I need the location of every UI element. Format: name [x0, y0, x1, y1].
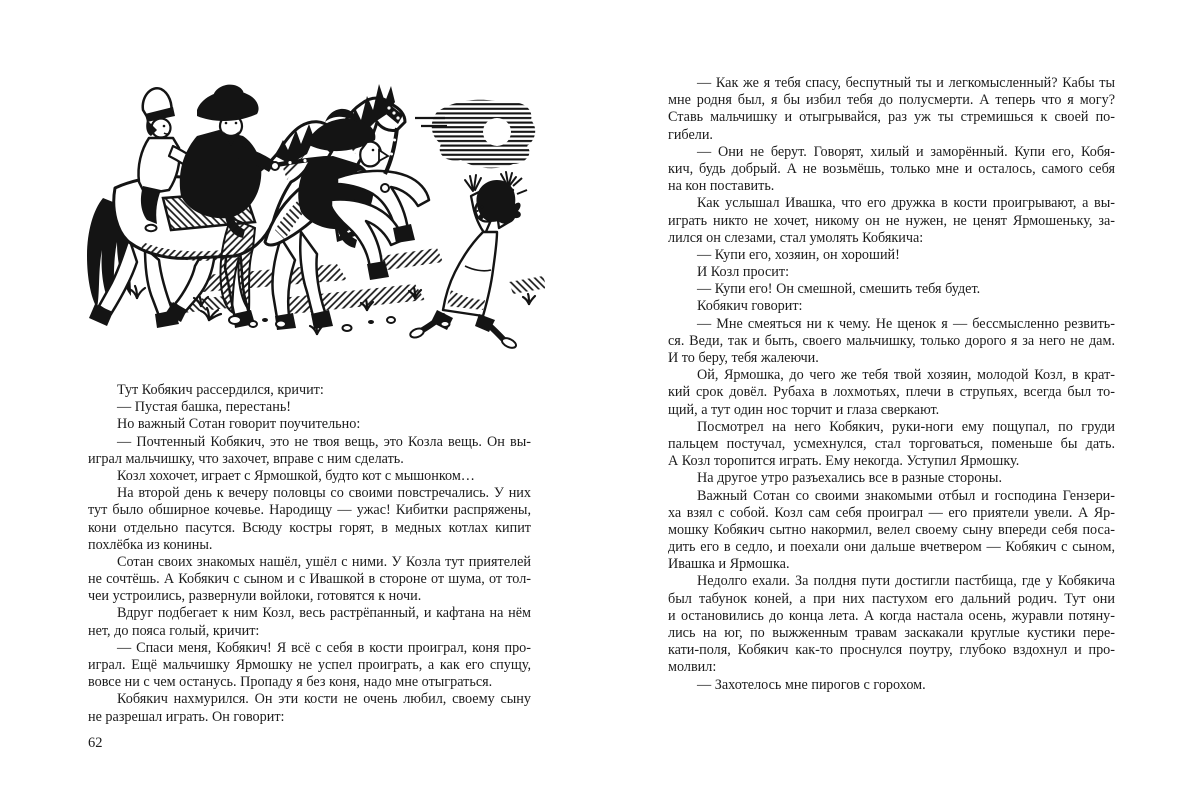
- text-line: был табунок коней, а при них пастухом его дальний родич. Тут они: [668, 590, 1115, 607]
- text-line: и остановились до конца лета. А когда настала осень, журавли потяну-: [668, 607, 1115, 624]
- rider-man-hat: [197, 91, 259, 121]
- text-line: дить его в седло, и поехали они дальше вчетвером — Кобякич с сыном,: [668, 539, 1115, 556]
- rider-man-hand: [271, 162, 279, 170]
- text-line: ся. Веди, так и быть, своего мальчишку, только дорого я за него не дам.: [668, 332, 1115, 349]
- text-line: На другое утро разъехались все в разные стороны.: [697, 470, 1003, 487]
- text-line: вовсе ни с чем останусь. Пропаду я без коня, надо мне отыграться.: [88, 674, 493, 691]
- text-line: играл мальчишку, что захочет, вправе с ним сделать.: [88, 450, 404, 467]
- text-line: Ивашка и Ярмошка.: [668, 556, 790, 573]
- rider-black-hand: [381, 184, 389, 192]
- text-line: щий, а тут один нос торчит и глаза сверкают.: [668, 401, 940, 418]
- text-line: Кобякич нахмурился. Он эти кости не очень любил, своему сыну: [117, 691, 531, 708]
- page-number: 62: [88, 735, 103, 751]
- text-line: похлёбка из конины.: [88, 536, 213, 553]
- text-line: — Захотелось мне пирогов с горохом.: [697, 676, 926, 693]
- text-line: И то беру, тебя жалеючи.: [668, 350, 819, 366]
- text-line: пальцем постучал, усмехнулся, стал торговаться, поменьше бы дать.: [668, 435, 1115, 452]
- text-line: На второй день к вечеру половцы со своими повстречались. У них: [117, 485, 531, 502]
- text-line: Кобякич говорит:: [697, 298, 803, 315]
- text-line: нет, до пояса голый, кричит:: [88, 622, 260, 639]
- text-line: ха взял с собой. Козл сам себя проиграл — его приятели увели. А Яр-: [668, 504, 1115, 521]
- text-line: — Почтенный Кобякич, это не твоя вещь, это Козла вещь. Он вы-: [117, 433, 531, 450]
- rein-2: [385, 128, 397, 174]
- text-line: Тут Кобякич рассердился, кричит:: [117, 382, 324, 398]
- text-line: не сочтёшь. А Кобякич с сыном и с Ивашкой в стороне от шума, от тол-: [88, 571, 531, 588]
- text-line: играть никто не хочет, никому он не нужен, не ценят Ярмошеньку, за-: [668, 212, 1115, 229]
- text-line: Важный Сотан со своими знакомыми отбыл и господина Гензери-: [697, 487, 1115, 504]
- text-line: мошку Кобякич сытно накормил, велел своему сыну впереди себя поса-: [668, 521, 1115, 538]
- text-line: кий срок довёл. Рубаха в лохмотьях, плечи в струпьях, всегда был то-: [668, 384, 1115, 401]
- text-line: Ставь мальчишку и отыгрывайся, раз уж ты стремишься к своей по-: [668, 109, 1115, 126]
- rider-profile-face: [360, 142, 381, 167]
- text-line: не разрешал играть. Он говорит:: [88, 708, 285, 725]
- text-line: Сотан своих знакомых нашёл, ушёл с ними. У Козла тут приятелей: [117, 553, 531, 570]
- text-line: — Как же я тебя спасу, беспутный ты и легкомысленный? Кабы ты: [697, 75, 1115, 91]
- text-line: гибели.: [668, 126, 713, 143]
- text-line: Но важный Сотан говорит поучительно:: [117, 416, 361, 433]
- text-line: Посмотрел на него Кобякич, руки-ноги ему пощупал, по груди: [697, 418, 1115, 435]
- text-line: — Купи его, хозяин, он хороший!: [697, 246, 900, 263]
- text-line: кати-поля, Кобякич как-то проснулся поутру, глубоко вздохнул и про-: [668, 642, 1115, 659]
- text-line: лись на юг, по выжженным травам заскакали круглые кустики пере-: [668, 625, 1115, 641]
- text-line: — Мне смеяться ни к чему. Не щенок я — бессмысленно резвить-: [697, 315, 1115, 332]
- text-line: Как услышал Ивашка, что его дружка в кости проигрывают, а вы-: [697, 195, 1115, 212]
- text-line: мне родня был, я бы избил тебя до полусмерти. А теперь что я могу?: [668, 92, 1115, 109]
- text-line: Козл хохочет, играет с Ярмошкой, будто кот с мышонком…: [117, 467, 475, 484]
- text-line: на кон поставить.: [668, 178, 775, 195]
- text-line: играл. Ещё мальчишку Ярмошку не успел проиграть, а как его спущу,: [88, 657, 531, 673]
- woodcut-illustration: [85, 70, 545, 370]
- text-line: Ой, Ярмошка, до чего же тебя твой хозяин, молодой Козл, в крат-: [697, 367, 1115, 384]
- text-line: чеи устроились, развернули войлоки, готовятся к ночи.: [88, 588, 422, 605]
- text-line: — Купи его! Он смешной, смешить тебя будет.: [697, 281, 981, 298]
- text-line: — Они не берут. Говорят, хилый и заморённый. Купи его, Кобя-: [697, 143, 1115, 160]
- illustration: [85, 70, 545, 370]
- text-line: Недолго ехали. За полдня пути достигли пастбища, где у Кобякича: [697, 573, 1115, 590]
- text-line: — Пустая башка, перестань!: [117, 399, 292, 416]
- text-line: лился он слезами, стал умолять Кобякича:: [668, 229, 924, 246]
- page-right-text: [668, 75, 1115, 694]
- text-line: кони отдельно пасутся. Всюду костры горят, в медных котлах кипит: [88, 519, 531, 536]
- text-line: кич, будь добрый. А не возьмёшь, только мне и осталось, самого себя: [668, 160, 1115, 177]
- text-line: Вдруг подбегает к ним Козл, весь растрёпанный, и кафтана на нём: [117, 605, 531, 622]
- text-line: тут было обширное кочевье. Народищу — ужас! Кибитки распряжены,: [88, 502, 531, 519]
- page-left-text: [88, 382, 531, 726]
- text-line: молвил:: [668, 659, 717, 676]
- moon-icon: [483, 118, 511, 146]
- rider-man-coat: [180, 130, 262, 218]
- cloud-and-moon: [415, 100, 535, 168]
- text-line: И Козл просит:: [697, 264, 790, 281]
- text-line: А Козл торопится играть. Ему некогда. Уступил Ярмошку.: [668, 453, 1020, 470]
- text-line: — Спаси меня, Кобякич! Я всё с себя в кости проиграл, коня про-: [117, 639, 531, 656]
